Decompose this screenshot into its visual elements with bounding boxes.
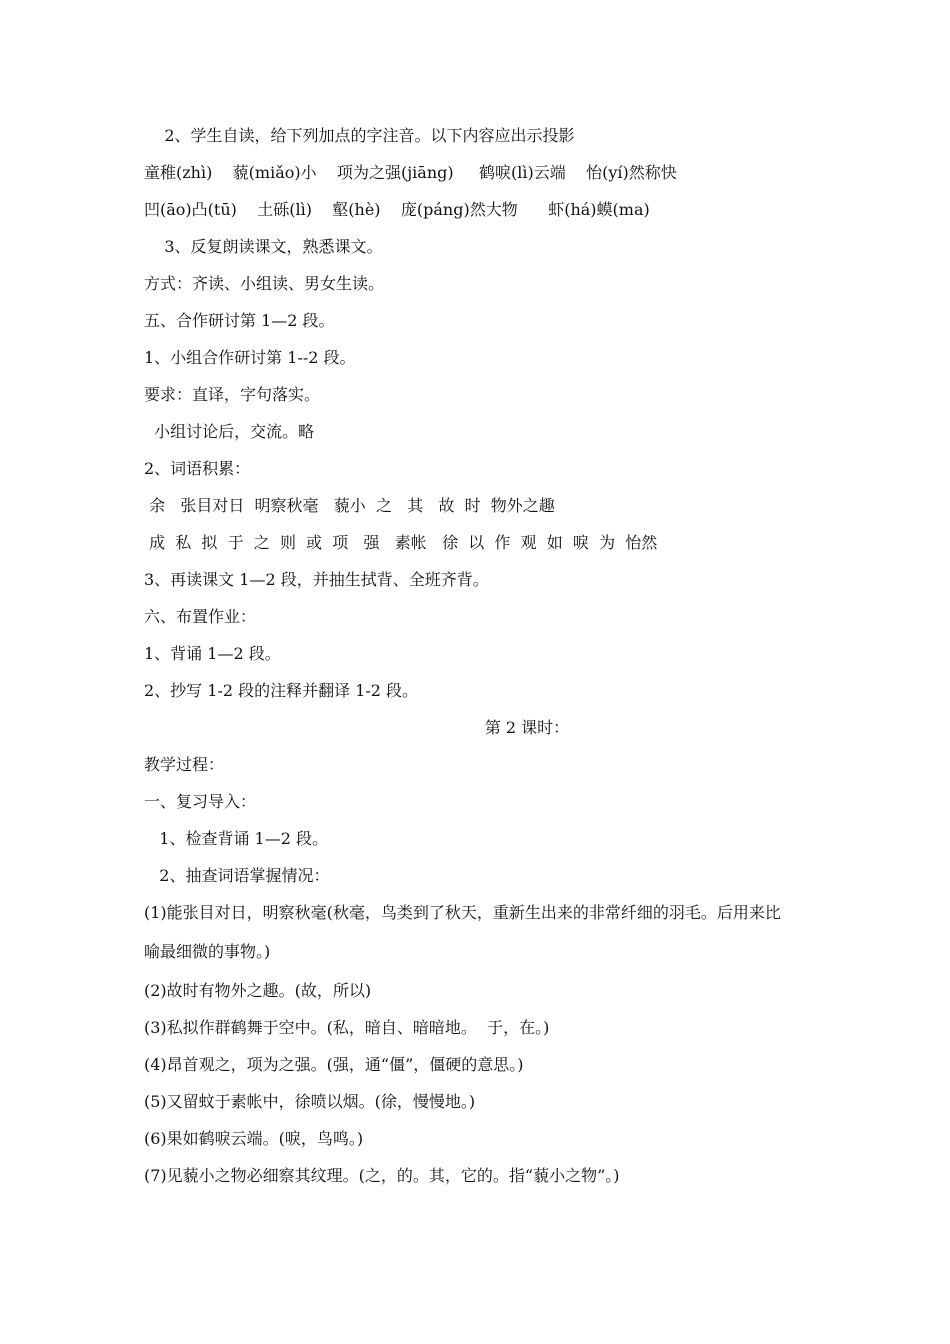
text-line: (4)昂首观之，项为之强。(强，通“僵”，僵硬的意思。)	[144, 1055, 524, 1074]
text-line: 要求：直译，字句落实。	[144, 385, 321, 404]
lesson-title: 第 2 课时：	[484, 718, 570, 737]
text-line: (7)见藐小之物必细察其纹理。(之，的。其，它的。指“藐小之物”。)	[144, 1166, 620, 1185]
text-line: 2、抽查词语掌握情况：	[144, 866, 330, 885]
text-line: (6)果如鹤唳云端。(唳，鸟鸣。)	[144, 1129, 364, 1148]
text-line: 2、词语积累：	[144, 459, 251, 478]
text-line: 童稚(zhì) 藐(miǎo)小 项为之强(jiāng) 鹤唳(lì)云端 怡(yí)然称快	[144, 163, 677, 182]
text-line: 喻最细微的事物。)	[144, 942, 271, 961]
text-line: 方式：齐读、小组读、男女生读。	[144, 274, 385, 293]
text-line: (1)能张目对日，明察秋毫(秋毫，鸟类到了秋天，重新生出来的非常纤细的羽毛。后用来比	[144, 903, 781, 922]
text-line: 凹(āo)凸(tū) 土砾(lì) 壑(hè) 庞(páng)然大物 虾(há)蟆(ma)	[144, 200, 650, 219]
section-heading: 六、布置作业：	[144, 607, 257, 626]
text-line: 3、反复朗读课文，熟悉课文。	[144, 237, 383, 256]
section-heading: 五、合作研讨第 1—2 段。	[144, 311, 335, 330]
text-line: (5)又留蚊于素帐中，徐喷以烟。(徐，慢慢地。)	[144, 1092, 476, 1111]
section-heading: 一、复习导入：	[144, 792, 257, 811]
text-line: 教学过程：	[144, 755, 225, 774]
text-line: (3)私拟作群鹤舞于空中。(私，暗自、暗暗地。 于，在。)	[144, 1018, 550, 1037]
vocabulary-line: 余 张目对日 明察秋毫 藐小 之 其 故 时 物外之趣	[144, 496, 555, 515]
text-line: 2、抄写 1-2 段的注释并翻译 1-2 段。	[144, 681, 419, 700]
vocabulary-line: 成 私 拟 于 之 则 或 项 强 素帐 徐 以 作 观 如 唳 为 怡然	[144, 533, 658, 552]
text-line: 1、检查背诵 1—2 段。	[144, 829, 328, 848]
text-line: 2、学生自读，给下列加点的字注音。以下内容应出示投影	[144, 126, 575, 145]
text-line: 3、再读课文 1—2 段，并抽生拭背、全班齐背。	[144, 570, 489, 589]
text-line: 小组讨论后，交流。略	[144, 422, 315, 441]
text-line: 1、小组合作研讨第 1--2 段。	[144, 348, 356, 367]
text-line: 1、背诵 1—2 段。	[144, 644, 281, 663]
text-line: (2)故时有物外之趣。(故，所以)	[144, 981, 372, 1000]
